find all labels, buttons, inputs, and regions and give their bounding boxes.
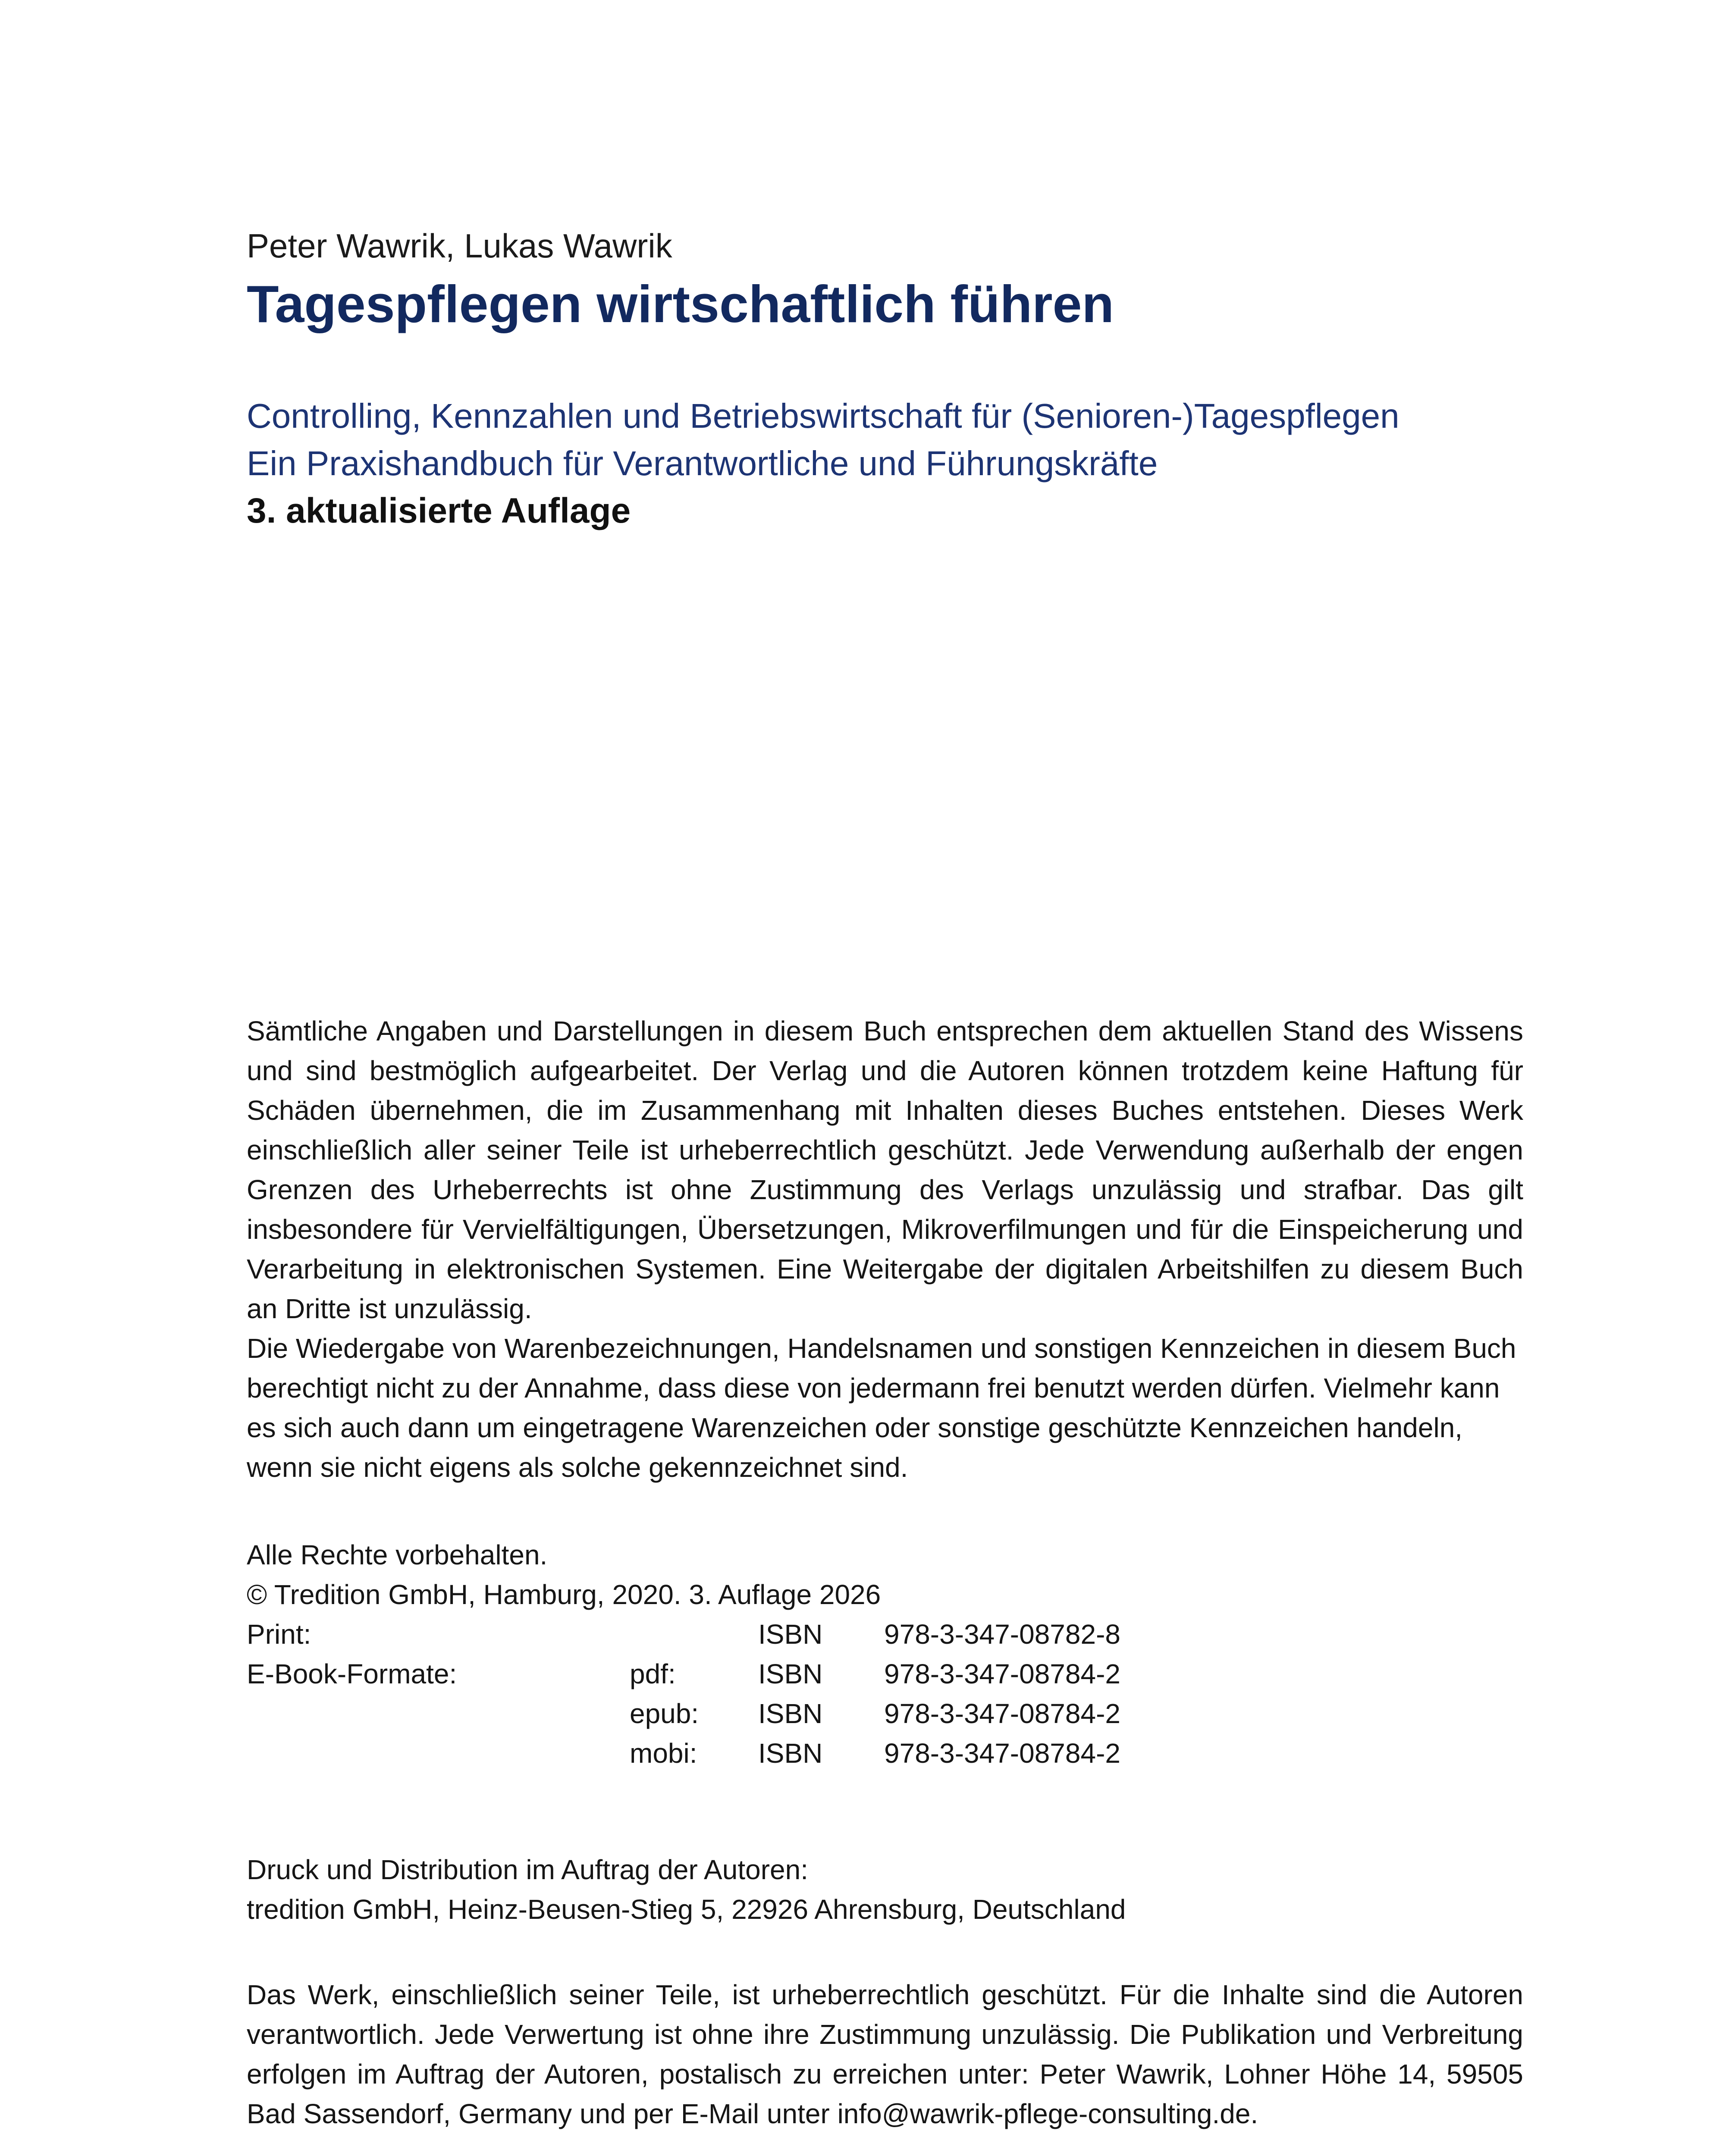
isbn-row-label: Print: <box>247 1619 311 1650</box>
book-title: Tagespflegen wirtschaftlich führen <box>247 275 1114 333</box>
isbn-row-isbn-label: ISBN <box>758 1698 823 1729</box>
isbn-row-isbn-label: ISBN <box>758 1738 823 1769</box>
isbn-row-format: pdf: <box>630 1658 676 1689</box>
isbn-row-isbn-label: ISBN <box>758 1619 823 1650</box>
trademark-notice-paragraph: Die Wiedergabe von Warenbezeichnungen, Handelsnamen und sonstigen Kennzeichen in diesem Buch berechtigt nicht zu der Annahme, dass diese von jedermann frei benutzt werden dürfen. Vielmehr kann es sich auch dann um eingetragene Warenzeichen oder sonstige geschützte Kennzeichen handeln, wenn sie nicht eigens als solche gekennzeichnet sind. <box>247 1333 1516 1483</box>
isbn-row <box>247 1654 1523 1694</box>
isbn-row-number: 978-3-347-08784-2 <box>884 1658 1120 1689</box>
book-authors: Peter Wawrik, Lukas Wawrik <box>247 227 672 265</box>
isbn-row-number: 978-3-347-08784-2 <box>884 1698 1120 1729</box>
isbn-row <box>247 1694 1523 1733</box>
isbn-row-number: 978-3-347-08784-2 <box>884 1738 1120 1769</box>
subtitle-line-2: Ein Praxishandbuch für Verantwortliche und Führungskräfte <box>247 444 1158 483</box>
isbn-row <box>247 1614 1523 1654</box>
copyright-line: © Tredition GmbH, Hamburg, 2020. 3. Auflage 2026 <box>247 1579 881 1610</box>
legal-notice <box>247 1011 1523 1487</box>
book-subtitle <box>247 392 1523 487</box>
rights-reserved: Alle Rechte vorbehalten. <box>247 1539 548 1570</box>
isbn-table <box>247 1614 1523 1773</box>
printer-address: tredition GmbH, Heinz-Beusen-Stieg 5, 22926 Ahrensburg, Deutschland <box>247 1894 1126 1925</box>
legal-notice-paragraph: Sämtliche Angaben und Darstellungen in diesem Buch entsprechen dem aktuellen Stand des Wissens und sind bestmöglich aufgearbeitet. Der Verlag und die Autoren können trotzdem keine Haftung für Schäden übernehmen, die im Zusammenhang mit Inhalten dieses Buches entstehen. Dieses Werk einschließlich aller seiner Teile ist urheberrechtlich geschützt. Jede Verwendung außerhalb der engen Grenzen des Urheberrechts ist ohne Zustimmung des Verlags unzulässig und strafbar. Das gilt insbesondere für Vervielfältigungen, Übersetzungen, Mikroverfilmungen und für die Einspeicherung und Verarbeitung in elektronischen Systemen. Eine Weitergabe der digitalen Arbeitshilfen zu diesem Buch an Dritte ist unzulässig. <box>247 1015 1523 1324</box>
rights-block <box>247 1535 1523 1773</box>
author-notice <box>247 1975 1523 2134</box>
isbn-row-format: mobi: <box>630 1738 697 1769</box>
isbn-row-label: E-Book-Formate: <box>247 1658 457 1689</box>
isbn-row-isbn-label: ISBN <box>758 1658 823 1689</box>
isbn-row-number: 978-3-347-08782-8 <box>884 1619 1120 1650</box>
author-notice-paragraph: Das Werk, einschließlich seiner Teile, ist urheberrechtlich geschützt. Für die Inhalte sind die Autoren verantwortlich. Jede Verwertung ist ohne ihre Zustimmung unzulässig. Die Publikation und Verbreitung erfolgen im Auftrag der Autoren, postalisch zu erreichen unter: Peter Wawrik, Lohner Höhe 14, 59505 Bad Sassendorf, Germany und per E-Mail unter info@wawrik-pflege-consulting.de. <box>247 1979 1523 2129</box>
isbn-row-format: epub: <box>630 1698 699 1729</box>
printer-heading: Druck und Distribution im Auftrag der Autoren: <box>247 1854 808 1885</box>
edition-label: 3. aktualisierte Auflage <box>247 491 631 530</box>
printer-block <box>247 1850 1523 1929</box>
subtitle-line-1: Controlling, Kennzahlen und Betriebswirtschaft für (Senioren-)Tagespflegen <box>247 397 1399 435</box>
isbn-row <box>247 1733 1523 1773</box>
